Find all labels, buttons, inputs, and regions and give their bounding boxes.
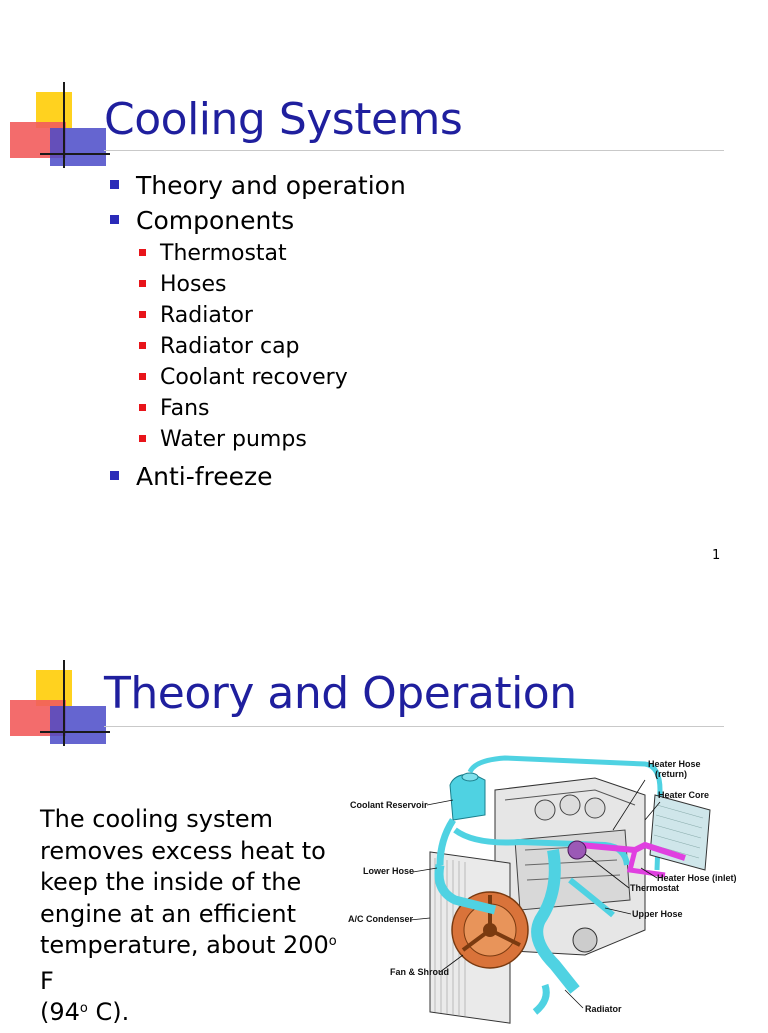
diagram-label-ac-condenser: A/C Condenser — [348, 914, 414, 924]
sub-bullet-item: Radiator — [136, 300, 406, 331]
bullet-list — [110, 168, 406, 494]
title-divider — [104, 150, 724, 151]
title-divider — [104, 726, 724, 727]
sub-bullet-list — [136, 238, 406, 455]
diagram-label-heater-core: Heater Core — [658, 790, 710, 800]
body-line: The cooling system — [40, 805, 274, 833]
diagram-label-lower-hose: Lower Hose — [363, 866, 415, 876]
body-line: engine at an efficient — [40, 899, 296, 928]
slide-2 — [0, 512, 768, 1024]
diagram-label-heater-hose-return: Heater Hose — [648, 759, 701, 769]
degree-symbol: o — [328, 934, 337, 949]
body-paragraph — [40, 804, 350, 1033]
slide-logo-icon — [10, 660, 110, 746]
page-number: 1 — [712, 548, 721, 563]
sub-bullet-item: Fans — [136, 393, 406, 424]
diagram-label-upper-hose: Upper Hose — [632, 909, 683, 919]
bullet-item: Theory and operation — [110, 168, 406, 203]
slide-logo-icon — [10, 82, 110, 168]
diagram-label-thermostat: Thermostat — [630, 883, 680, 893]
cooling-system-diagram — [345, 750, 750, 1022]
diagram-label-heater-hose-return-sub: (return) — [655, 769, 687, 779]
bullet-item: Anti-freeze — [110, 459, 406, 494]
diagram-label-fan-shroud: Fan & Shroud — [390, 967, 449, 977]
slide-title: Cooling Systems — [104, 94, 463, 145]
diagram-label-heater-hose-inlet: Heater Hose (inlet) — [657, 873, 737, 883]
slide-title: Theory and Operation — [104, 668, 577, 719]
diagram-label-radiator: Radiator — [585, 1004, 622, 1014]
diagram-label-coolant-reservoir: Coolant Reservoir — [350, 800, 428, 810]
sub-bullet-item: Coolant recovery — [136, 362, 406, 393]
sub-bullet-item: Radiator cap — [136, 331, 406, 362]
body-line: temperature, about 200$^o$ F — [40, 931, 337, 995]
body-line: removes excess heat to — [40, 836, 326, 865]
sub-bullet-item: Thermostat — [136, 238, 406, 269]
degree-symbol: o — [79, 1001, 88, 1016]
body-line: (94$^o$ C). — [40, 998, 130, 1026]
bullet-item: Components Thermostat Hoses Radiator Radiator cap Coolant recovery Fans Water pumps — [110, 203, 406, 455]
sub-bullet-item: Water pumps — [136, 424, 406, 455]
sub-bullet-item: Hoses — [136, 269, 406, 300]
body-line: keep the inside of the — [40, 868, 302, 896]
